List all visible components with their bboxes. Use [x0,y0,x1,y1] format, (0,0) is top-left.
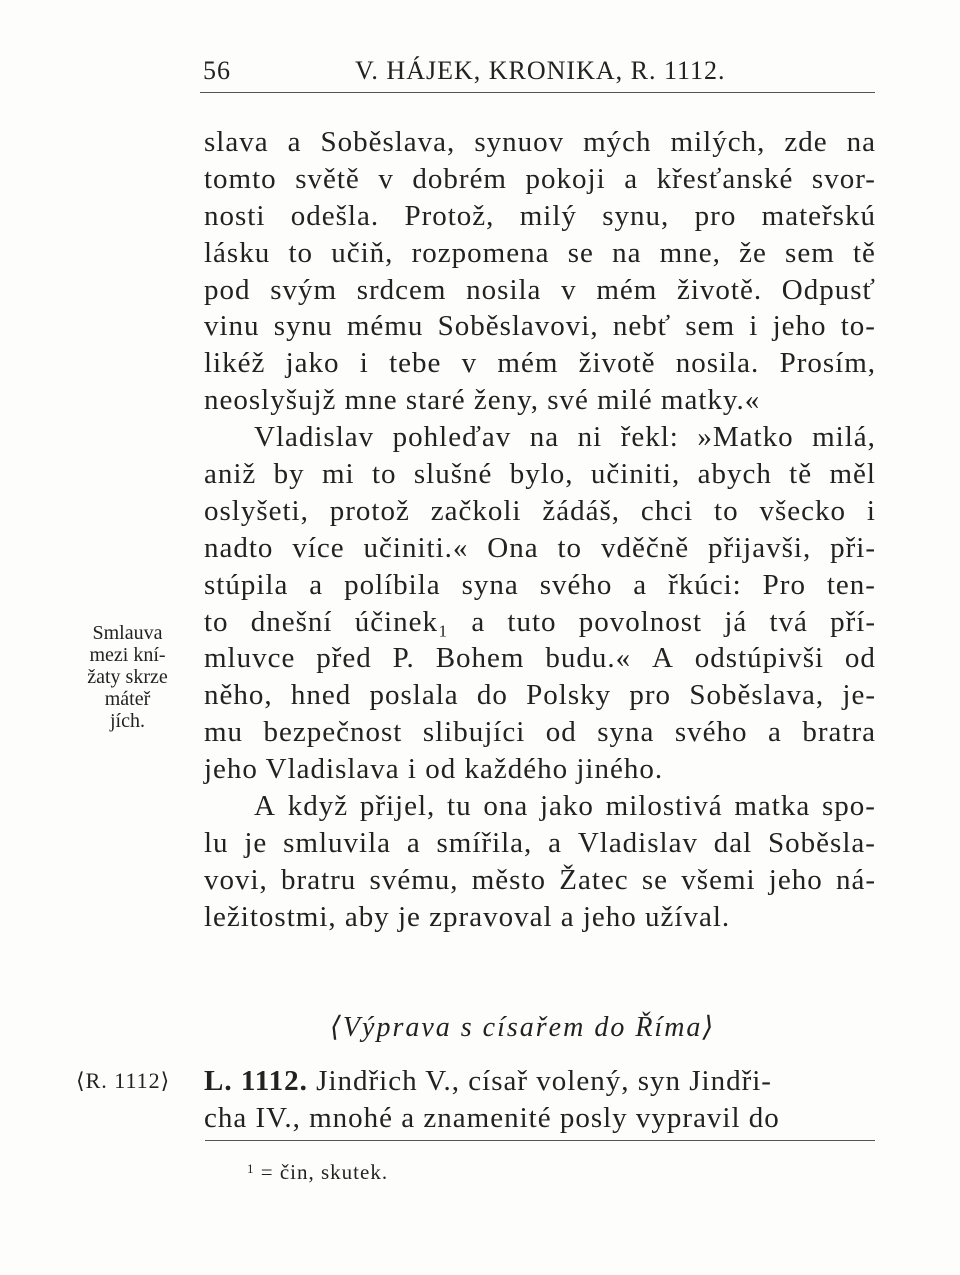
word: synu [273,310,333,343]
body-line [204,530,876,567]
section-heading: ⟨Výprava s císařem do Říma⟩ [330,1012,716,1043]
page-header [200,52,875,93]
word: Vladislav [254,421,375,454]
word: učiň, [331,236,394,269]
word: mu [204,716,244,749]
word: slušné [413,458,493,491]
footnote-rule [205,1140,875,1141]
word: poslala [369,679,459,712]
word: řkúci: [668,568,742,601]
word: od [844,642,876,675]
word: dnešní [250,605,333,638]
paragraph-line [204,1063,876,1100]
word: a [768,716,782,749]
word: na [612,236,642,269]
body-line [204,308,876,345]
word: všemi [681,863,756,896]
word: vinu [204,310,260,343]
word: hned [290,679,352,712]
word: bratru [281,863,357,896]
word: křesťanské [656,162,794,195]
word: jako [285,347,340,380]
margin-note-line: mezi kní- [89,644,166,666]
word: Žatec [559,863,629,896]
word: tomto [204,162,277,195]
body-line [204,419,876,456]
word: tu [447,790,472,823]
word: bratra [802,716,876,749]
word: spo- [821,790,876,823]
word: více [292,531,345,564]
word: sem [685,310,736,343]
word: protož [329,494,410,527]
word: ten- [826,568,876,601]
word: účinek₁ [354,605,450,638]
word: smířila, [436,826,533,859]
word: matka [734,790,811,823]
word: Soběslavovi, [437,310,599,343]
word: A [254,790,276,823]
word: mne, [659,236,721,269]
word: mému [346,310,424,343]
body-line [204,862,876,899]
word: světě [295,162,360,195]
word: by [273,458,305,491]
footnote [247,1160,388,1185]
word: před [316,642,372,675]
word: v [561,273,577,306]
word: milý [519,199,577,232]
body-line [204,604,876,641]
word: tvá [769,605,808,638]
word: Pro [762,568,806,601]
word: něho, [204,679,273,712]
word: vovi, [204,863,268,896]
word: Vladislav [577,826,698,859]
word: Soběslava, [689,679,825,712]
word: i [359,347,369,380]
word: a [633,568,648,601]
word: se [567,236,594,269]
word: budu.« [545,642,632,675]
word: lásku [204,236,271,269]
word: povolnost [578,605,703,638]
word: svému, [369,863,459,896]
word: tebe [389,347,442,380]
word: pro [694,199,737,232]
word: se [641,863,669,896]
word: stúpila [204,568,289,601]
word: Polsky [526,679,612,712]
body-line [204,567,876,604]
margin-note-line: jích. [110,710,145,732]
word: odstúpivši [694,642,825,675]
body-line [204,456,876,493]
word: přijavši, [707,531,812,564]
running-title: V. HÁJEK, KRONIKA, R. 1112. [355,56,726,85]
word: pod [204,273,251,306]
word: všecko [759,494,847,527]
word: sem [785,236,835,269]
word: »Matko [697,421,794,454]
word: začkoli [430,494,522,527]
word: synu, [602,199,670,232]
word: jeho [768,863,823,896]
word: vděčně [600,531,690,564]
margin-note-line: žaty skrze [87,666,168,688]
page-number: 56 [203,56,231,85]
word: učiniti, [590,458,681,491]
body-line [204,161,876,198]
year-margin-note: ⟨R. 1112⟩ [76,1068,171,1093]
word: chci [640,494,694,527]
word: Soběslava, [320,126,456,158]
word: životě. [677,273,763,306]
word: slava [204,126,269,158]
word: to- [840,310,876,343]
body-line [204,235,876,272]
word: mluvce [204,642,296,675]
word: ni [577,421,603,454]
word: mém [596,273,658,306]
word: likéž [204,347,266,380]
word: že [739,236,767,269]
word: lu [204,826,229,859]
word: slibujíci [422,716,526,749]
word: syna [461,568,519,601]
word: pro [629,679,672,712]
word: přijel, [359,790,436,823]
word: smluvila [283,826,392,859]
year-label: L. 1112. [204,1065,308,1097]
word: odešla. [290,199,380,232]
word: já [724,605,748,638]
word: na [529,421,560,454]
word: tě [789,458,813,491]
paragraph-text: cha IV., mnohé a znamenité posly vypravil do [204,1101,780,1134]
body-line [204,345,876,382]
word: zde [784,126,828,158]
word: to [288,236,313,269]
body-line: neoslyšujž mne staré ženy, své milé matky.« [204,384,761,417]
word: milostivá [605,790,723,823]
word: Protož, [404,199,495,232]
word: syna [597,716,655,749]
body-line [204,272,876,309]
word: nosti [204,199,266,232]
word: mi [322,458,355,491]
word: svor- [811,162,876,195]
word: to [714,494,739,527]
word: jeho [772,310,827,343]
word: měl [829,458,876,491]
body-line [204,493,876,530]
word: oslyšeti, [204,494,309,527]
word: srdcem [356,273,447,306]
body-line [204,788,876,825]
word: a [548,826,562,859]
paragraph-1112 [204,1063,876,1137]
word: bezpečnost [263,716,403,749]
body-line [204,677,876,714]
word: a [287,126,302,158]
word: svým [270,273,338,306]
body-line [204,640,876,677]
body-line [204,198,876,235]
word: svého [539,568,613,601]
footnote-marker: 1 [247,1161,255,1176]
word: žádáš, [542,494,620,527]
word: je- [842,679,876,712]
word: dal [713,826,753,859]
margin-note-line: máteř [104,688,151,710]
paragraph-line [204,1100,876,1137]
word: synuov [474,126,565,158]
word: nosila. [675,347,760,380]
word: abych [697,458,772,491]
word: životě [578,347,656,380]
word: Prosím, [779,347,876,380]
body-line [204,714,876,751]
word: učiniti.« [363,531,469,564]
word: to [557,531,583,564]
margin-note [60,622,195,732]
word: pokoji [525,162,606,195]
word: do [476,679,508,712]
word: jako [539,790,594,823]
word: políbila [344,568,441,601]
word: v [461,347,478,380]
word: rozpomena [411,236,550,269]
word: A [651,642,674,675]
word: když [287,790,349,823]
paragraph-text: Jindřich V., císař volený, syn Jindři- [316,1065,772,1097]
word: i [866,494,876,527]
footnote-text: = čin, skutek. [260,1160,389,1184]
word: pří- [830,605,876,638]
word: mých [583,126,652,158]
word: Odpusť [781,273,876,306]
word: ona [483,790,529,823]
word: P. [392,642,415,675]
word: dobrém [412,162,507,195]
word: v [378,162,394,195]
word: a [471,605,486,638]
word: to [204,605,229,638]
word: řekl: [620,421,679,454]
word: a [406,826,421,859]
word: nosila [466,273,542,306]
word: to [371,458,397,491]
body-text [204,124,876,936]
body-line: ležitostmi, aby je zpravoval a jeho užíval. [204,900,731,933]
body-line [204,124,876,161]
word: při- [830,531,876,564]
word: na [846,126,876,158]
word: město [471,863,547,896]
word: Ona [487,531,539,564]
word: pohleďav [392,421,512,454]
word: mém [497,347,559,380]
word: nebť [612,310,672,343]
word: ná- [835,863,876,896]
word: je [244,826,268,859]
word: Soběsla- [768,826,876,859]
body-line [204,825,876,862]
word: a [309,568,324,601]
word: Bohem [435,642,525,675]
word: nadto [204,531,274,564]
word: tuto [507,605,557,638]
word: od [545,716,577,749]
word: i [749,310,759,343]
body-line: jeho Vladislava i od každého jiného. [204,753,664,786]
word: bylo, [509,458,574,491]
word: milá, [812,421,876,454]
word: mateřskú [761,199,876,232]
word: aniž [204,458,257,491]
margin-note-line: Smlauva [92,622,163,644]
word: svého [674,716,748,749]
word: tě [852,236,876,269]
word: milých, [670,126,766,158]
word: a [624,162,639,195]
